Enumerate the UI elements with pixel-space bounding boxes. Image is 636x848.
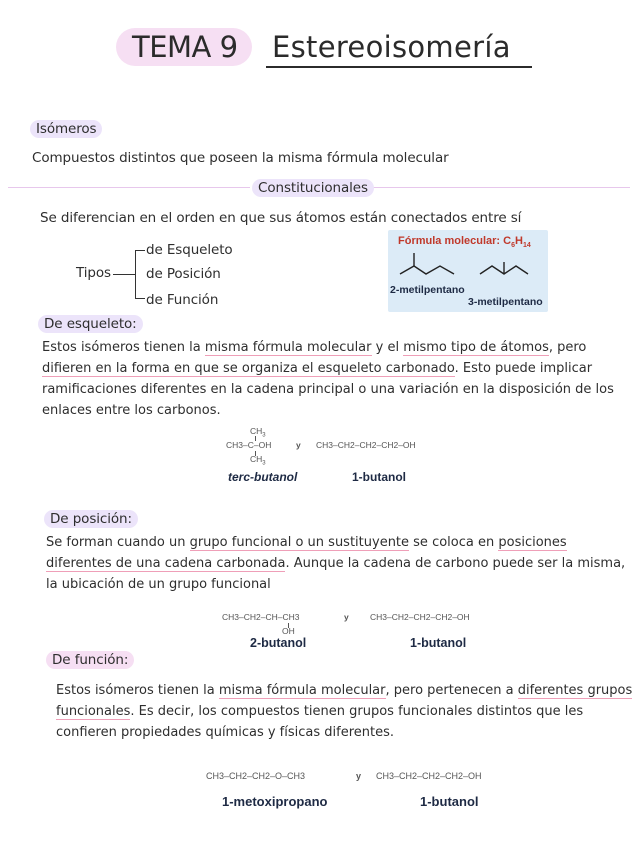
posicion-line-2: diferentes de una cadena carbonada. Aunque la cadena de carbono puede ser la misma, xyxy=(46,556,626,571)
tipos-connector xyxy=(113,274,135,275)
tipo-posicion: de Posición xyxy=(146,266,221,282)
constitucionales-description: Se diferencian en el orden en que sus átomos están conectados entre sí xyxy=(40,210,522,226)
esqueleto-line-4: enlaces entre los carbonos. xyxy=(42,403,221,418)
title-underline xyxy=(266,66,532,68)
formula-box-title: Fórmula molecular: $C_6H_{14}$ xyxy=(398,235,531,250)
tipo-esqueleto: de Esqueleto xyxy=(146,242,233,258)
funcion-paragraph xyxy=(56,680,631,743)
divider-left xyxy=(8,187,250,188)
esq-chem-mid: CH3–C–OH xyxy=(226,440,272,450)
esqueleto-line-1: Estos isómeros tienen la misma fórmula molecular y el mismo tipo de átomos, pero xyxy=(42,340,587,355)
formula-name-3-metilpentano: 3-metilpentano xyxy=(468,296,543,308)
title-badge xyxy=(116,28,252,66)
posicion-heading: De posición: xyxy=(44,510,138,528)
pos-chem-oh: OH xyxy=(282,626,295,636)
fun-chem-left: CH3–CH2–CH2–O–CH3 xyxy=(206,771,306,781)
isomeros-definition: Compuestos distintos que poseen la misma fórmula molecular xyxy=(32,150,449,166)
fun-chem-right: CH3–CH2–CH2–CH2–OH xyxy=(376,771,482,781)
esqueleto-heading: De esqueleto: xyxy=(38,315,143,333)
esq-chem-right: CH3–CH2–CH2–CH2–OH xyxy=(316,440,416,450)
esq-name-right: 1-butanol xyxy=(352,470,406,484)
esq-name-left: terc-butanol xyxy=(228,470,298,484)
tipos-bracket xyxy=(135,250,136,298)
funcion-line-3: confieren propiedades químicas y físicas diferentes. xyxy=(56,725,395,740)
funcion-line-1: Estos isómeros tienen la misma fórmula molecular, pero pertenecen a diferentes grupos xyxy=(56,683,633,698)
esq-chem-y: y xyxy=(296,440,301,450)
pos-name-right: 1-butanol xyxy=(410,636,467,650)
formula-name-2-metilpentano: 2-metilpentano xyxy=(390,284,465,296)
skeletal-3-metilpentano xyxy=(476,250,542,284)
esq-chem-top: $CH_3$ xyxy=(250,426,266,439)
pos-name-left: 2-butanol xyxy=(250,636,307,650)
posicion-line-1: Se forman cuando un grupo funcional o un sustituyente se coloca en posiciones xyxy=(46,535,567,550)
posicion-line-3: la ubicación de un grupo funcional xyxy=(46,577,271,592)
posicion-paragraph xyxy=(46,532,626,595)
esqueleto-line-3: ramificaciones diferentes en la cadena principal o una variación en la disposición de los xyxy=(42,382,614,397)
esqueleto-line-2: difieren en la forma en que se organiza el esqueleto carbonado. Esto puede implicar xyxy=(42,361,593,376)
tipos-tick-top xyxy=(135,250,145,251)
pos-chem-right: CH3–CH2–CH2–CH2–OH xyxy=(370,612,470,622)
constitucionales-heading: Constitucionales xyxy=(252,179,374,197)
tipo-funcion: de Función xyxy=(146,292,219,308)
formula-box xyxy=(388,230,548,312)
esqueleto-paragraph xyxy=(42,337,622,421)
pos-chem-left: CH3–CH2–CH–CH3 xyxy=(222,612,300,622)
pos-chem-y: y xyxy=(344,612,349,622)
fun-name-left: 1-metoxipropano xyxy=(222,794,328,809)
esq-chem-bot: $CH_3$ xyxy=(250,454,266,467)
funcion-line-2: funcionales. Es decir, los compuestos tienen grupos funcionales distintos que les xyxy=(56,704,584,719)
page-title: Estereoisomería xyxy=(272,30,511,64)
isomeros-heading: Isómeros xyxy=(30,120,102,138)
divider-right xyxy=(368,187,630,188)
fun-chem-y: y xyxy=(356,771,362,781)
skeletal-2-metilpentano xyxy=(396,250,468,284)
tipos-label: Tipos xyxy=(76,265,111,281)
title-badge-text: TEMA 9 xyxy=(132,30,238,64)
funcion-heading: De función: xyxy=(46,651,134,669)
fun-name-right: 1-butanol xyxy=(420,794,479,809)
tipos-tick-bottom xyxy=(135,298,145,299)
